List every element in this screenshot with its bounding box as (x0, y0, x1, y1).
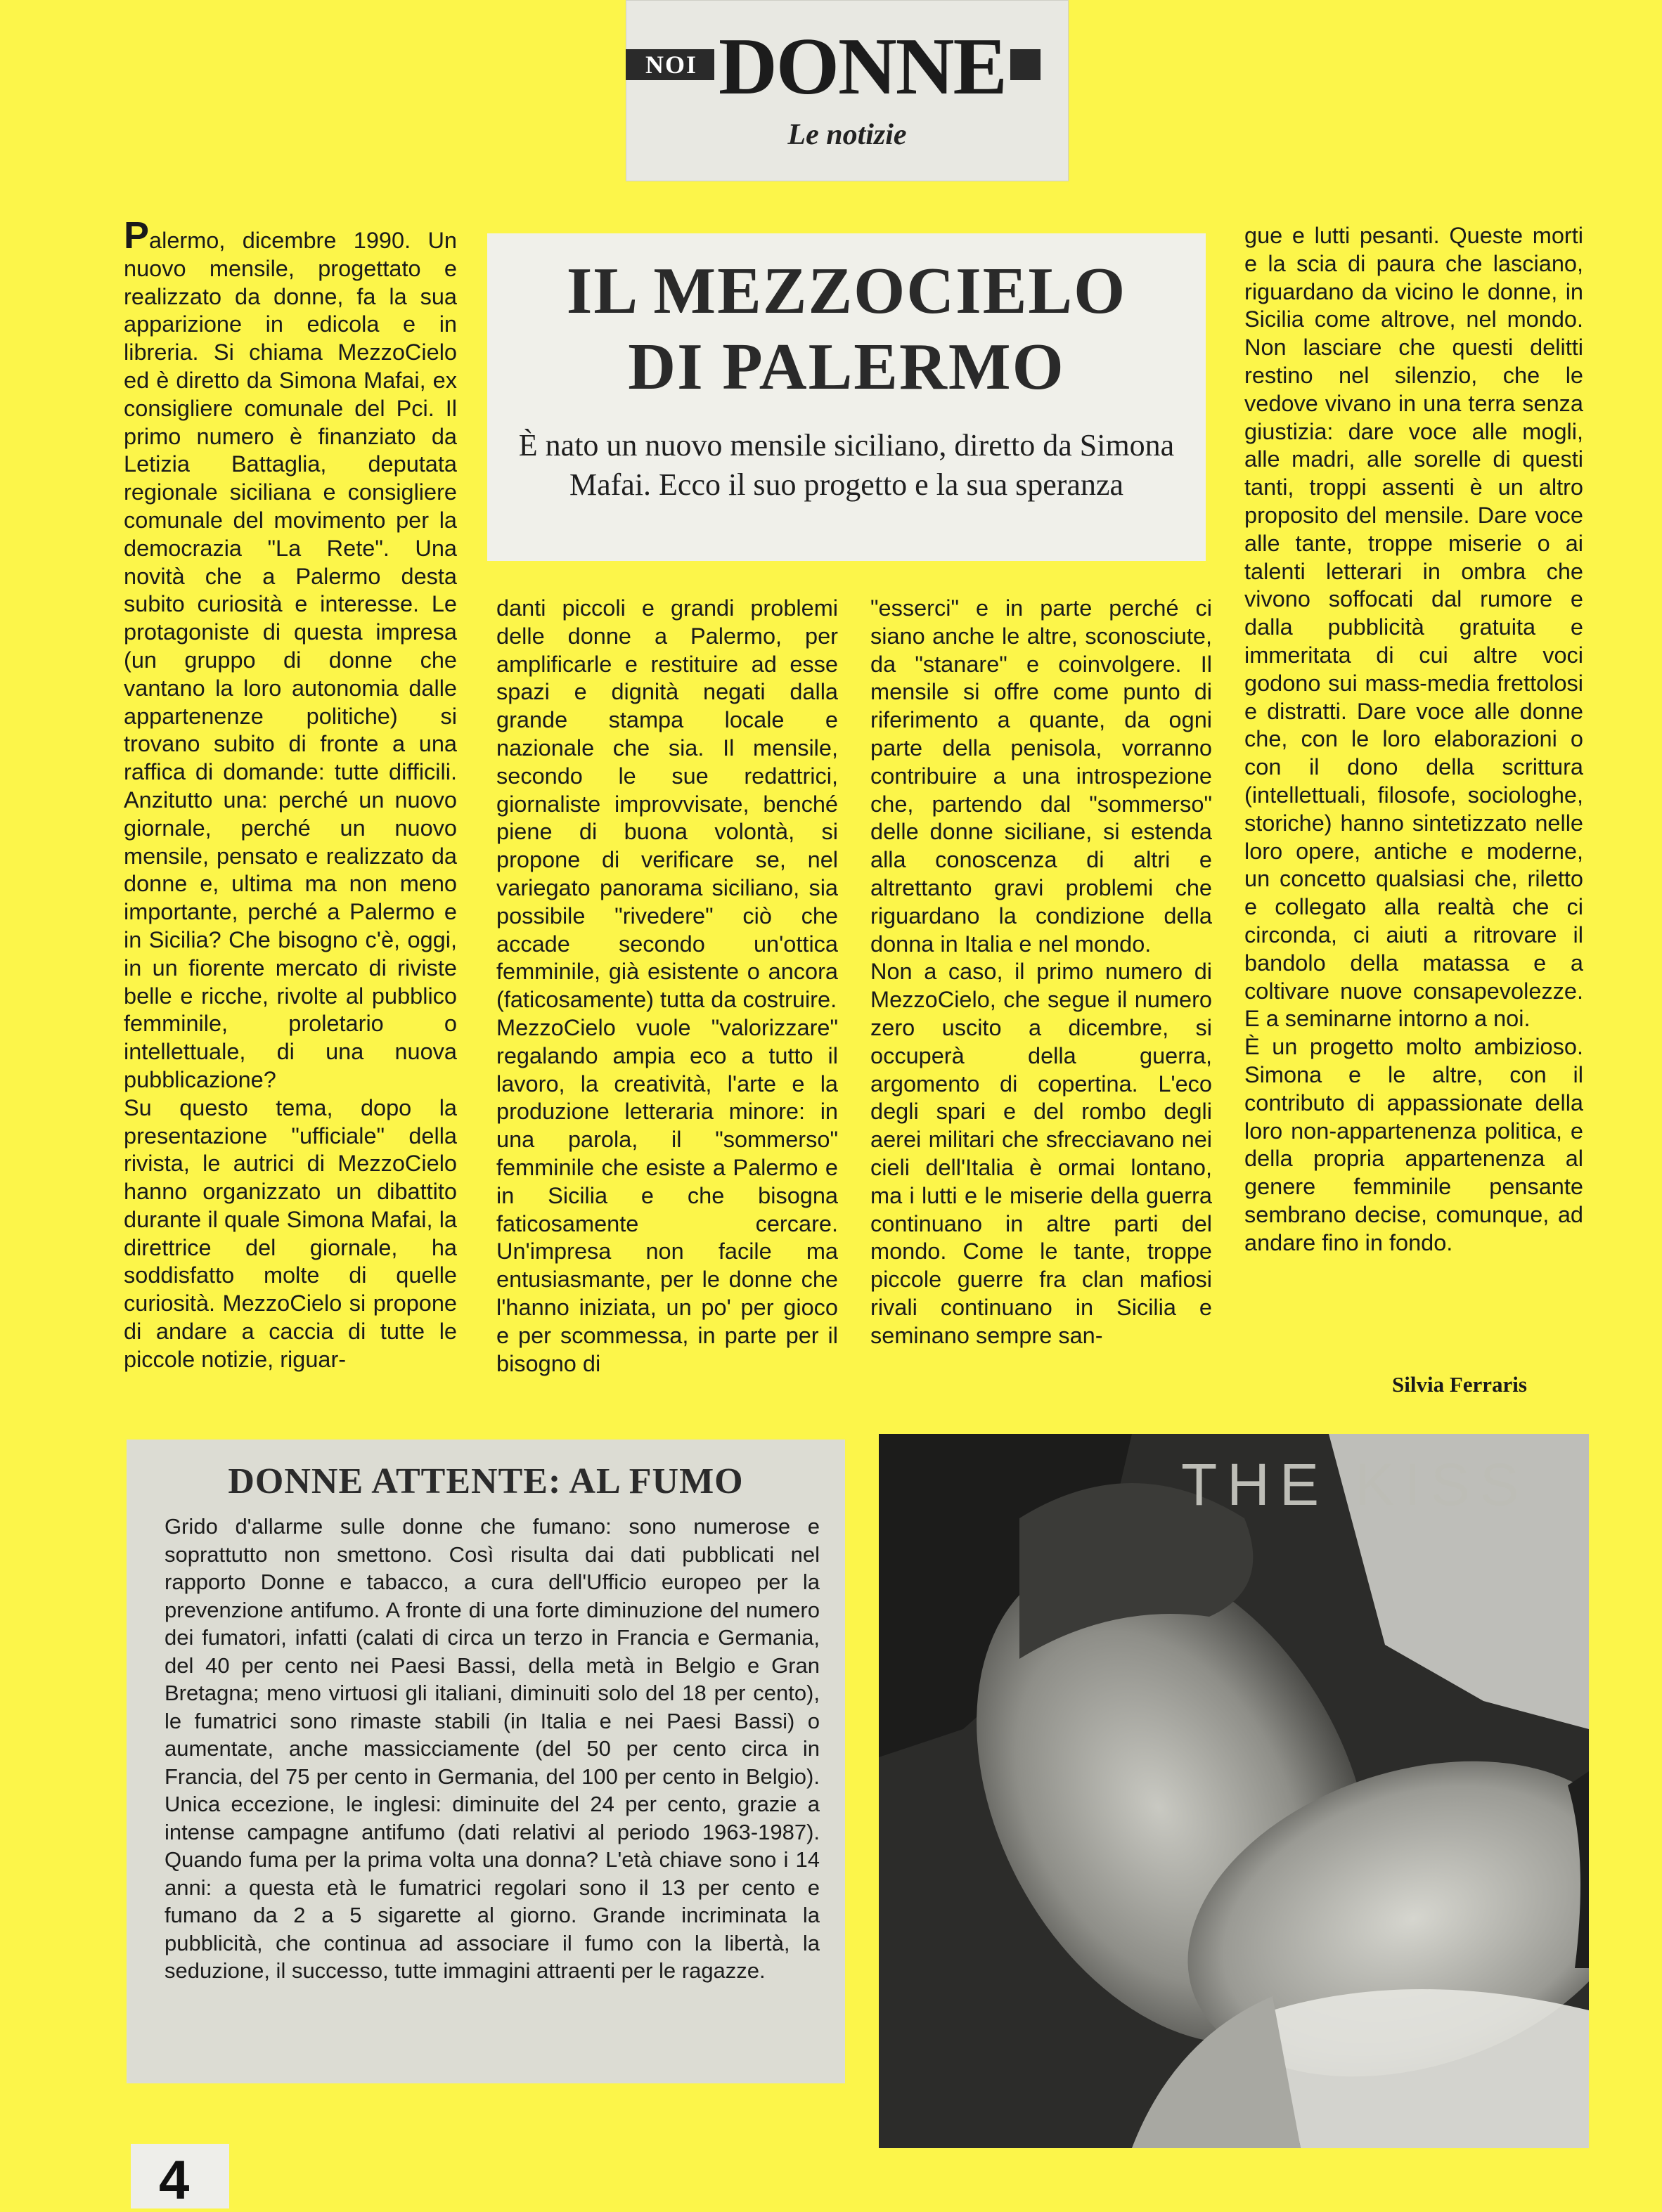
article-paragraph: gue e lutti pesanti. Queste morti e la scia di paura che lasciano, riguardano da vicino le donne, in Sicilia come altrove, nel mondo. Non lasciare che questi delitti restino nel silenzio, che le vedove vivano in una terra senza giustizia: dare voce alle mogli, alle madri, alle sorelle di questi tanti, troppi assenti è un altro proposito del mensile. Dare voce alle tante, troppe miserie o ai talenti letterari in ombra che vivono soffocati dal rumore e dalla pubblicità gratuita e immeritata di cui altre voci godono sui mass-media frettolosi e distratti. Dare voce alle donne che, con le loro elaborazioni o con il dono della scrittura (intellettuali, filosofe, sociologhe, storiche) hanno sintetizzato nelle loro opere, antiche e moderne, un concetto qualsiasi che, riletto e collegato alla realtà che ci circonda, ci aiuti a ritrovare il bandolo della matassa e a coltivare nuove consapevolezze. E a seminarne intorno a noi. (1244, 223, 1583, 1032)
article-title-line: DI PALERMO (628, 330, 1065, 403)
article-column-4 (1244, 222, 1583, 1257)
headline-box (487, 233, 1206, 561)
page-number (131, 2144, 229, 2211)
article-text: alermo, dicembre 1990. Un nuovo mensile, progettato e realizzato da donne, fa la sua apparizione in edicola e in libreria. Si chiama MezzoCielo ed è diretto da Simona Mafai, ex consigliere comunale del Pci. Il primo numero è finanziato da Letizia Battaglia, deputata regionale siciliana e consigliere comunale del movimento per la democrazia "La Rete". Una novità che a Palermo desta subito curiosità e interesse. Le protagoniste di questa impresa (un gruppo di donne che vantano la loro autonomia dalle appartenenze politiche) si trovano subito di fronte a una raffica di domande: tutte difficili. Anzitutto una: perché un nuovo giornale, perché un nuovo mensile, pensato e realizzato da donne e, ultima ma non meno importante, perché a Palermo e in Sicilia? Che bisogno c'è, oggi, in un fiorente mercato di riviste belle e ricche, rivolte al pubblico femminile, proletario o intellettuale, di una nuova pubblicazione? (124, 228, 457, 1092)
masthead (626, 0, 1069, 181)
byline: Silvia Ferraris (1392, 1372, 1527, 1397)
article-paragraph: È un progetto molto ambizioso. Simona e le altre, con il contributo di appassionate della loro non-appartenenza politica, e della propria appartenenza al genere femminile pensante sembrano decise, comunque, ad andare fino in fondo. (1244, 1034, 1583, 1255)
article-subtitle: È nato un nuovo mensile siciliano, diretto da Simona Mafai. Ecco il suo progetto e la sua speranza (518, 428, 1175, 502)
article-paragraph (124, 214, 457, 1094)
article-column-3 (870, 595, 1212, 1350)
sidebar-box (127, 1440, 845, 2083)
sidebar-title: DONNE ATTENTE: AL FUMO (228, 1461, 744, 1501)
article-column-2 (496, 595, 838, 1378)
photo-caption: THE KISS (1181, 1451, 1529, 1518)
article-title-line: IL MEZZOCIELO (566, 254, 1127, 328)
masthead-title: DONNE (714, 28, 1010, 105)
section-label: Le notizie (787, 119, 907, 151)
masthead-logo (626, 22, 1069, 112)
article-paragraph: Su questo tema, dopo la presentazione "ufficiale" della rivista, le autrici di MezzoCielo hanno organizzato un dibattito durante il quale Simona Mafai, la direttrice del giornale, ha soddisfatto molte di quelle curiosità. MezzoCielo si propone di andare a caccia di tutte le piccole notizie, riguar- (124, 1094, 457, 1372)
article-paragraph: MezzoCielo vuole "valorizzare" regalando ampia eco a tutto il lavoro, la creatività, l'arte e la produzione letteraria minore: in una parola, il "sommerso" femminile che esiste a Palermo e in Sicilia e che bisogna faticosamente cercare. Un'impresa non facile ma entusiasmante, per le donne che l'hanno iniziata, un po' per gioco e per scommessa, in parte per il bisogno di (496, 1014, 838, 1376)
photo-illustration (879, 1434, 1589, 2148)
page-number-label: 4 (159, 2149, 190, 2211)
article-title (487, 253, 1206, 405)
drop-cap: P (124, 214, 150, 257)
masthead-prefix: NOI (645, 51, 698, 79)
article-paragraph: danti piccoli e grandi problemi delle donne a Palermo, per amplificarle e restituire ad esse spazi e dignità negati dalla grande stampa locale e nazionale che sia. Il mensile, secondo le sue redattrici, giornaliste improvvisate, benché piene di buona volontà, si propone di verificare se, nel variegato panorama siciliano, sia possibile "rivedere" ciò che accade secondo un'ottica femminile, già esistente o ancora (faticosamente) tutta da costruire. (496, 595, 838, 1013)
sidebar-text: Grido d'allarme sulle donne che fumano: sono numerose e soprattutto non smettono. Così risulta dai dati pubblicati nel rapporto Donne e tabacco, a cura dell'Ufficio europeo per la prevenzione antifumo. A fronte di una forte diminuzione del numero dei fumatori, infatti (calati di circa un terzo in Francia e Germania, del 40 per cento nei Paesi Bassi, della metà in Belgio e Gran Bretagna; meno virtuosi gli italiani, diminuiti solo del 18 per cento), le fumatrici sono rimaste stabili (in Italia e nei Paesi Bassi) o aumentate, anche massicciamente (del 50 per cento circa in Francia, del 75 per cento in Germania, del 100 per cento in Belgio). Unica eccezione, le inglesi: diminuite del 24 per cento, grazie a intense campagne antifumo (dati relativi al periodo 1963-1987). Quando fuma per la prima volta una donna? L'età chiave sono i 14 anni: a questa età le fumatrici regolari sono il 13 per cento e fumano da 2 a 5 sigarette al giorno. Grande incriminata la pubblicità, che continua ad associare il fumo con la libertà, la seduzione, il successo, tutte immagini attraenti per le ragazze. (165, 1514, 820, 1983)
photo-the-kiss (879, 1434, 1589, 2148)
article-paragraph: Non a caso, il primo numero di MezzoCielo, che segue il numero zero uscito a dicembre, si occuperà della guerra, argomento di copertina. L'eco degli spari e del rombo degli aerei militari che sfrecciavano nei cieli dell'Italia è ormai lontano, ma i lutti e le miserie della guerra continuano in altre parti del mondo. Come le tante, troppe piccole guerre fra clan mafiosi rivali continuano in Sicilia e seminano sempre san- (870, 959, 1212, 1348)
article-column-1 (124, 214, 457, 1374)
article-paragraph: "esserci" e in parte perché ci siano anche le altre, sconosciute, da "stanare" e coinvolgere. Il mensile si offre come punto di riferimento a quante, da ogni parte della penisola, vorranno contribuire a una introspezione che, partendo dal "sommerso" delle donne siciliane, si estenda alla conoscenza di altri e altrettanto gravi problemi che riguardano la condizione della donna in Italia e nel mondo. (870, 595, 1212, 957)
